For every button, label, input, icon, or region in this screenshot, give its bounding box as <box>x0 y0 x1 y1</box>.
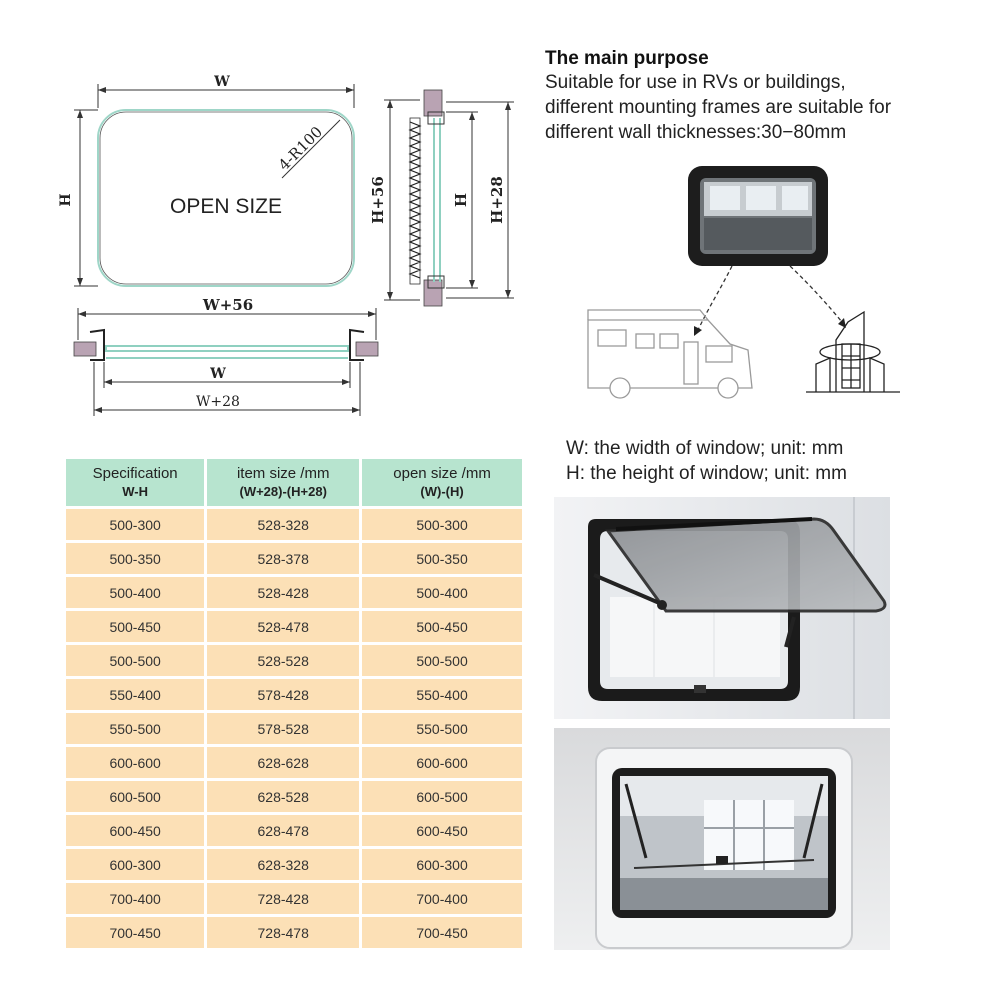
table-row <box>66 577 522 608</box>
item-size-cell: 728-478 <box>204 917 359 948</box>
table-row <box>66 781 522 812</box>
spec-cell: 500-350 <box>66 543 204 574</box>
radius-label: 4-R100 <box>274 122 327 175</box>
item-size-cell: 628-478 <box>204 815 359 846</box>
specification-table <box>66 456 522 951</box>
header-sublabel: (W+28)-(H+28) <box>239 483 327 499</box>
table-row <box>66 815 522 846</box>
purpose-line-2: different mounting frames are suitable for <box>545 97 892 118</box>
table-row <box>66 543 522 574</box>
table-row <box>66 509 522 540</box>
item-size-cell: 628-628 <box>204 747 359 778</box>
front-view <box>58 74 354 286</box>
spec-cell: 500-400 <box>66 577 204 608</box>
item-size-cell: 628-328 <box>204 849 359 880</box>
header-specification <box>66 459 204 506</box>
open-size-cell: 600-600 <box>359 747 522 778</box>
spec-cell: 600-450 <box>66 815 204 846</box>
rv-icon <box>588 310 752 398</box>
side-inner-label: H <box>452 192 470 208</box>
open-size-cell: 600-500 <box>359 781 522 812</box>
spec-cell: 700-400 <box>66 883 204 914</box>
item-size-cell: 528-528 <box>204 645 359 676</box>
spec-cell: 550-500 <box>66 713 204 744</box>
item-size-cell: 578-428 <box>204 679 359 710</box>
open-size-cell: 600-300 <box>359 849 522 880</box>
table-row <box>66 917 522 948</box>
bottom-inner-label: W <box>210 366 226 382</box>
bottom-frame-label: W+28 <box>196 394 240 410</box>
spec-cell: 600-300 <box>66 849 204 880</box>
item-size-cell: 728-428 <box>204 883 359 914</box>
bottom-outer-label: W+56 <box>202 296 254 314</box>
purpose-line-1: Suitable for use in RVs or buildings, <box>545 72 846 93</box>
header-sublabel: W-H <box>122 483 148 499</box>
header-item-size <box>204 459 359 506</box>
technical-drawing <box>0 0 540 430</box>
open-size-cell: 500-450 <box>359 611 522 642</box>
open-size-cell: 500-300 <box>359 509 522 540</box>
open-size-cell: 700-400 <box>359 883 522 914</box>
open-size-cell: 500-350 <box>359 543 522 574</box>
side-outer-label: H+56 <box>369 176 387 224</box>
table-row <box>66 713 522 744</box>
header-label: item size /mm <box>236 464 330 482</box>
header-label: open size /mm <box>393 464 491 482</box>
table-row <box>66 645 522 676</box>
spec-cell: 550-400 <box>66 679 204 710</box>
table-header-row <box>66 459 522 506</box>
usage-illustration <box>580 160 910 405</box>
spec-cell: 500-300 <box>66 509 204 540</box>
width-label: W <box>214 74 230 90</box>
item-size-cell: 578-528 <box>204 713 359 744</box>
header-label: Specification <box>92 464 178 482</box>
table-row <box>66 611 522 642</box>
item-size-cell: 528-428 <box>204 577 359 608</box>
open-size-cell: 500-500 <box>359 645 522 676</box>
header-sublabel: (W)-(H) <box>420 483 464 499</box>
purpose-line-3: different wall thicknesses:30−80mm <box>545 122 847 143</box>
window-thumbnail <box>688 166 828 266</box>
height-label: H <box>58 193 74 207</box>
table-row <box>66 883 522 914</box>
item-size-cell: 528-478 <box>204 611 359 642</box>
table-row <box>66 747 522 778</box>
bottom-section-view <box>74 296 378 416</box>
open-size-cell: 500-400 <box>359 577 522 608</box>
open-size-cell: 600-450 <box>359 815 522 846</box>
purpose-title: The main purpose <box>545 48 709 69</box>
open-size-label: OPEN SIZE <box>169 195 283 218</box>
item-size-cell: 528-328 <box>204 509 359 540</box>
header-open-size <box>359 459 522 506</box>
spec-cell: 500-500 <box>66 645 204 676</box>
width-note: W: the width of window; unit: mm <box>566 438 844 459</box>
open-size-cell: 550-400 <box>359 679 522 710</box>
open-size-cell: 700-450 <box>359 917 522 948</box>
spec-cell: 700-450 <box>66 917 204 948</box>
height-note: H: the height of window; unit: mm <box>566 463 847 484</box>
table-row <box>66 849 522 880</box>
building-icon <box>806 312 900 392</box>
open-size-cell: 550-500 <box>359 713 522 744</box>
side-section-view <box>369 90 514 306</box>
spec-cell: 600-500 <box>66 781 204 812</box>
table-row <box>66 679 522 710</box>
open-window-photo <box>554 497 890 719</box>
item-size-cell: 528-378 <box>204 543 359 574</box>
installed-window-photo <box>554 728 890 950</box>
spec-cell: 600-600 <box>66 747 204 778</box>
side-frame-label: H+28 <box>488 176 506 224</box>
spec-cell: 500-450 <box>66 611 204 642</box>
item-size-cell: 628-528 <box>204 781 359 812</box>
